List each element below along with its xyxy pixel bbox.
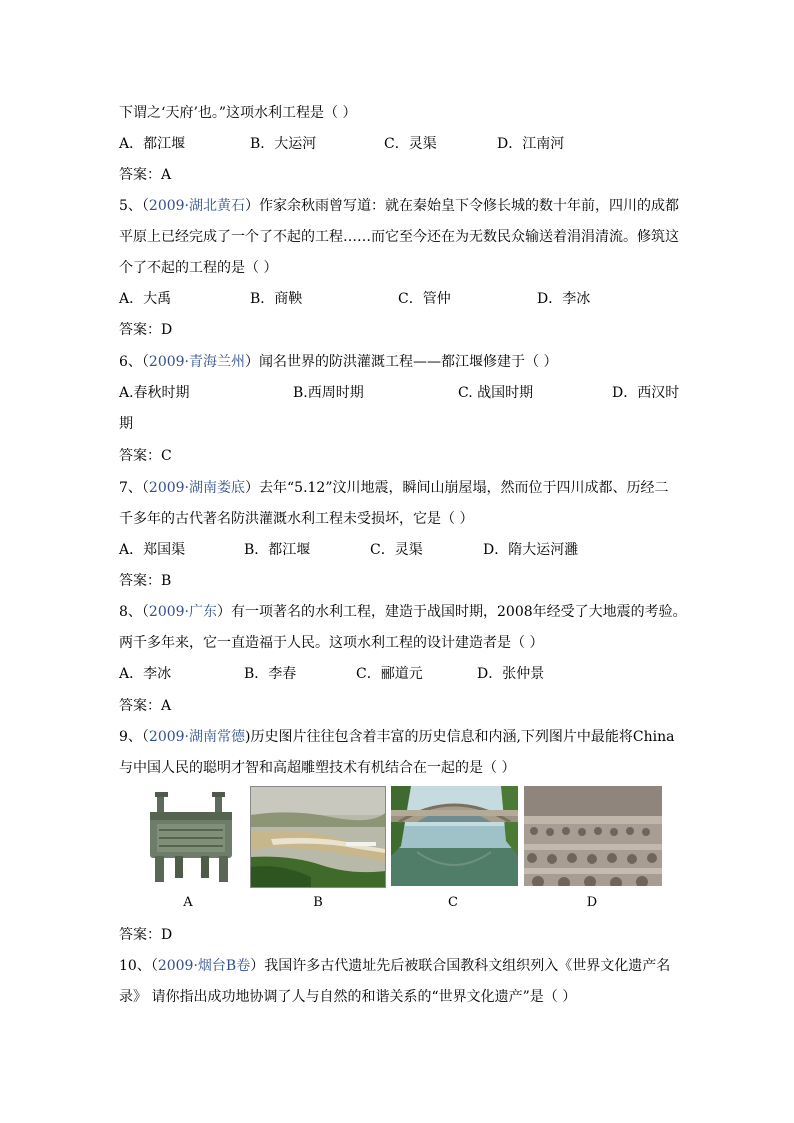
q6-answer: 答案：C: [119, 448, 172, 464]
q6-stem: ）闻名世界的防洪灌溉工程——都江堰修建于（ ）: [245, 354, 558, 370]
q7-option-a: A．郑国渠: [119, 542, 186, 558]
q8-number: 8、（: [119, 604, 149, 620]
question-9-line-2: 与中国人民的聪明才智和高超雕塑技术有机结合在一起的是（ ）: [119, 760, 516, 776]
q7-option-b: B．都江堰: [244, 542, 311, 558]
q8-source: 2009·广东: [148, 604, 218, 620]
q7-option-d: D．隋大运河灉: [483, 542, 579, 558]
q5-option-a: A．大禹: [119, 291, 172, 307]
q6-option-b: B.西周时期: [293, 385, 364, 401]
figure-d-terracotta-army: [524, 786, 662, 886]
q6-option-d-wrap: 期: [119, 416, 133, 432]
question-5-line-2: 平原上已经完成了一个了不起的工程……而它至今还在为无数民众输送着涓涓清流。修筑这: [119, 229, 679, 245]
question-4-stem-tail: 下谓之‘天府’也。”这项水利工程是（ ）: [119, 105, 357, 121]
q10-stem: ）我国许多古代遗址先后被联合国教科文组织列入《世界文化遗产名: [250, 958, 671, 974]
q7-answer: 答案：B: [119, 573, 172, 589]
q7-number: 7、（: [119, 480, 149, 496]
q4-option-d: D．江南河: [497, 136, 565, 152]
figure-b-dujiangyan-aerial: [250, 786, 386, 888]
q8-option-d: D．张仲景: [477, 666, 545, 682]
q6-option-d: D．西汉时: [612, 385, 680, 401]
q9-number: 9、（: [119, 729, 149, 745]
q8-option-c: C．郦道元: [356, 666, 423, 682]
q8-stem: ）有一项著名的水利工程，建造于战国时期，2008年经受了大地震的考验。: [217, 604, 687, 620]
question-10-line-1: [119, 956, 670, 976]
q4-answer: 答案：A: [119, 167, 172, 183]
q6-option-c: C. 战国时期: [458, 385, 534, 401]
q5-answer: 答案：D: [119, 322, 173, 338]
q10-source: 2009·烟台B卷: [157, 958, 251, 974]
q4-option-b: B．大运河: [250, 136, 317, 152]
q6-option-a: A.春秋时期: [119, 385, 190, 401]
q9-source: 2009·湖南常德: [148, 729, 246, 745]
q10-number: 10、（: [119, 958, 158, 974]
q5-stem: ）作家余秋雨曾写道：就在秦始皇下令修长城的数十年前，四川的成都: [245, 198, 680, 214]
zhaozhou-bridge-image: [391, 786, 518, 886]
question-10-line-2: 录》 请你指出成功地协调了人与自然的和谐关系的“世界文化遗产”是（ ）: [119, 989, 577, 1005]
figure-label-b: B: [313, 895, 323, 910]
question-5-line-3: 个了不起的工程的是（ ）: [119, 260, 278, 276]
q7-stem: ）去年“5.12”汶川地震，瞬间山崩屋塌，然而位于四川成都、历经二: [245, 480, 669, 496]
figure-label-c: C: [448, 895, 458, 910]
terracotta-army-image: [524, 786, 662, 886]
q4-option-a: A．都江堰: [119, 136, 186, 152]
q9-stem: )历史图片往往包含着丰富的历史信息和内涵,下列图片中最能将China: [245, 729, 675, 745]
q4-option-c: C．灵渠: [384, 136, 437, 152]
q6-number: 6、（: [119, 354, 149, 370]
q5-option-c: C．管仲: [398, 291, 451, 307]
q8-option-b: B．李春: [244, 666, 297, 682]
figure-label-d: D: [586, 895, 598, 910]
question-7-line-1: [119, 478, 669, 498]
q7-source: 2009·湖南娄底: [148, 480, 246, 496]
q5-number: 5、（: [119, 198, 149, 214]
q5-option-d: D．李冰: [537, 291, 591, 307]
question-8-line-2: 两千多年来，它一直造福于人民。这项水利工程的设计建造者是（ ）: [119, 635, 544, 651]
q9-answer: 答案：D: [119, 927, 173, 943]
q5-option-b: B．商鞅: [250, 291, 303, 307]
q5-source: 2009·湖北黄石: [148, 198, 246, 214]
question-6-line-1: [119, 352, 557, 372]
question-9-line-1: [119, 727, 675, 747]
q7-option-c: C．灵渠: [370, 542, 423, 558]
dujiangyan-image: [251, 787, 385, 887]
question-7-line-2: 千多年的古代著名防洪灌溉水利工程未受损坏，它是（ ）: [119, 511, 474, 527]
q8-option-a: A．李冰: [119, 666, 172, 682]
question-5-line-1: [119, 196, 679, 216]
q6-source: 2009·青海兰州: [148, 354, 246, 370]
figure-a-bronze-ding: [135, 786, 245, 886]
bronze-ding-image: [135, 786, 245, 886]
figure-c-zhaozhou-bridge: [391, 786, 518, 886]
q8-answer: 答案：A: [119, 698, 172, 714]
question-8-line-1: [119, 602, 687, 622]
figure-label-a: A: [183, 895, 193, 910]
